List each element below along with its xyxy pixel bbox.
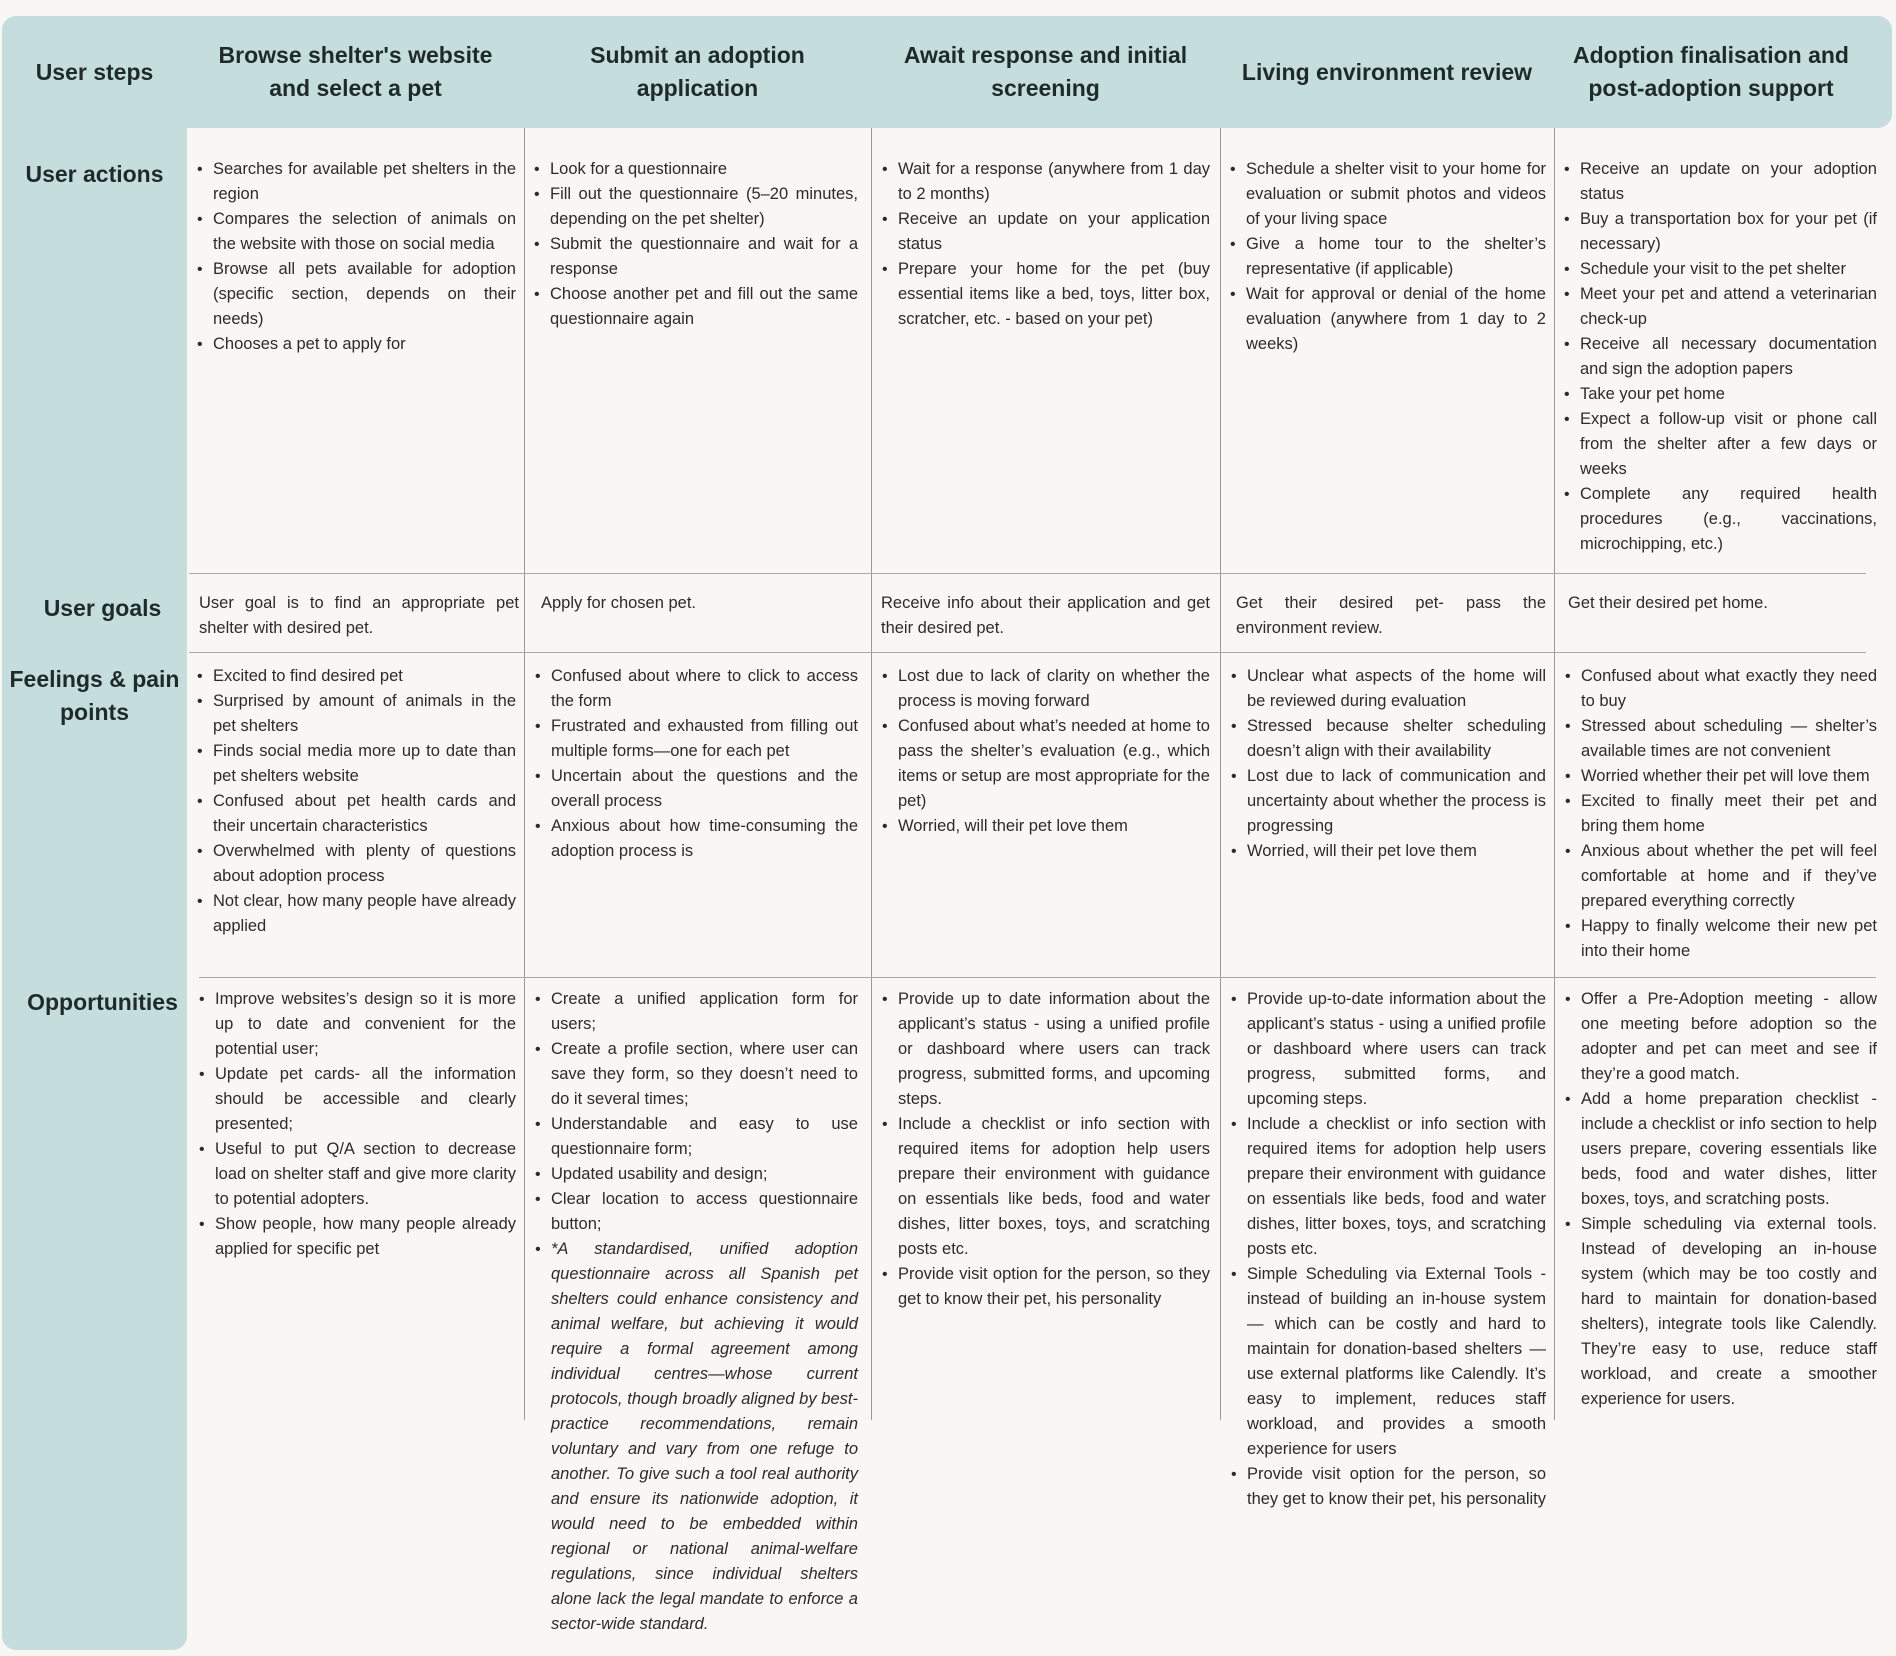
list-item: • Submit the questionnaire and wait for a response xyxy=(534,232,858,282)
actions-cell-2 xyxy=(534,157,858,332)
list-item: • Schedule your visit to the pet shelter xyxy=(1564,257,1877,282)
list-item: • Create a profile section, where user can save they form, so they doesn’t need to do it several times; xyxy=(535,1037,858,1112)
list-item: • Confused about what’s needed at home to pass the shelter’s evaluation (e.g., which items or setup are most appropriate for the pet) xyxy=(882,714,1210,814)
list-item: • Clear location to access questionnaire button; xyxy=(535,1187,858,1237)
actions-cell-1 xyxy=(197,157,516,357)
user-actions-label: User actions xyxy=(25,161,164,187)
list-item: • Give a home tour to the shelter’s representative (if applicable) xyxy=(1230,232,1546,282)
step-header-1: Browse shelter's website and select a pet xyxy=(218,42,493,101)
user-goals-label: User goals xyxy=(43,595,162,621)
feelings-cell-1 xyxy=(197,664,516,939)
list-item: • Searches for available pet shelters in the region xyxy=(197,157,516,207)
list-item: • Include a checklist or info section with required items for adoption help users prepare their environment with guidance on essentials like beds, food and water dishes, litter boxes, toys, and scratching posts etc. xyxy=(882,1112,1210,1262)
list-item: • Wait for a response (anywhere from 1 day to 2 months) xyxy=(882,157,1210,207)
list-item: • Uncertain about the questions and the overall process xyxy=(535,764,858,814)
opportunities-list-2 xyxy=(535,987,858,1637)
list-item: • Update pet cards- all the information should be accessible and clearly presented; xyxy=(199,1062,516,1137)
list-item: • Receive all necessary documentation and sign the adoption papers xyxy=(1564,332,1877,382)
opportunities-label: Opportunities xyxy=(27,989,178,1015)
opportunities-cell-5 xyxy=(1565,987,1877,1412)
opportunities-list-3 xyxy=(882,987,1210,1312)
list-item: • Complete any required health procedures (e.g., vaccinations, microchipping, etc.) xyxy=(1564,482,1877,557)
list-item: • Worried, will their pet love them xyxy=(882,814,1210,839)
list-item: • Useful to put Q/A section to decrease load on shelter staff and give more clarity to potential adopters. xyxy=(199,1137,516,1212)
step-header-2: Submit an adoption application xyxy=(590,42,805,101)
list-item: • Provide visit option for the person, so they get to know their pet, his personality xyxy=(1231,1462,1546,1512)
feelings-cell-4 xyxy=(1231,664,1546,864)
list-item: • Lost due to lack of communication and uncertainty about whether the process is progressing xyxy=(1231,764,1546,839)
row-divider xyxy=(189,573,1866,574)
list-item: • Include a checklist or info section with required items for adoption help users prepare their environment with guidance on essentials like beds, food and water dishes, litter boxes, toys, and scratching posts etc. xyxy=(1231,1112,1546,1262)
list-item: • Look for a questionnaire xyxy=(534,157,858,182)
list-item: • Create a unified application form for users; xyxy=(535,987,858,1037)
goal-cell-2: Apply for chosen pet. xyxy=(541,594,697,612)
list-item: • Updated usability and design; xyxy=(535,1162,858,1187)
list-item: • Chooses a pet to apply for xyxy=(197,332,516,357)
feelings-cell-5 xyxy=(1565,664,1877,964)
list-item: • Surprised by amount of animals in the pet shelters xyxy=(197,689,516,739)
list-item: • Schedule a shelter visit to your home for evaluation or submit photos and videos of your living space xyxy=(1230,157,1546,232)
column-divider xyxy=(1220,128,1221,1420)
actions-list-5 xyxy=(1564,157,1877,557)
list-item: • Overwhelmed with plenty of questions about adoption process xyxy=(197,839,516,889)
list-item: • Provide visit option for the person, so they get to know their pet, his personality xyxy=(882,1262,1210,1312)
goal-cell-1: User goal is to find an appropriate pet shelter with desired pet. xyxy=(199,594,519,637)
list-item: • Lost due to lack of clarity on whether the process is moving forward xyxy=(882,664,1210,714)
list-item: • Meet your pet and attend a veterinarian check-up xyxy=(1564,282,1877,332)
feelings-list-2 xyxy=(535,664,858,864)
list-item: • Compares the selection of animals on the website with those on social media xyxy=(197,207,516,257)
list-item: • Worried whether their pet will love them xyxy=(1565,764,1877,789)
column-divider xyxy=(1554,128,1555,1420)
step-header-4: Living environment review xyxy=(1241,58,1533,85)
feelings-list-1 xyxy=(197,664,516,939)
list-item: • Prepare your home for the pet (buy essential items like a bed, toys, litter box, scratcher, etc. - based on your pet) xyxy=(882,257,1210,332)
list-item: • Add a home preparation checklist - include a checklist or info section to help users prepare, covering essentials like beds, food and water dishes, litter boxes, toys, and scratching posts. xyxy=(1565,1087,1877,1212)
list-item: • Anxious about how time-consuming the adoption process is xyxy=(535,814,858,864)
actions-cell-5 xyxy=(1564,157,1877,557)
column-divider xyxy=(871,128,872,1420)
list-item: • Fill out the questionnaire (5–20 minutes, depending on the pet shelter) xyxy=(534,182,858,232)
goal-cell-3: Receive info about their application and get their desired pet. xyxy=(881,594,1210,637)
list-item: • Offer a Pre-Adoption meeting - allow one meeting before adoption so the adopter and pet can meet and see if they’re a good match. xyxy=(1565,987,1877,1087)
goal-cell-5: Get their desired pet home. xyxy=(1568,594,1768,612)
list-item: • Understandable and easy to use questionnaire form; xyxy=(535,1112,858,1162)
list-item: • Excited to finally meet their pet and bring them home xyxy=(1565,789,1877,839)
opportunities-list-5 xyxy=(1565,987,1877,1412)
list-item: • Not clear, how many people have already applied xyxy=(197,889,516,939)
actions-cell-4 xyxy=(1230,157,1546,357)
list-item: • Finds social media more up to date than pet shelters website xyxy=(197,739,516,789)
list-item: • Improve websites’s design so it is more up to date and convenient for the potential user; xyxy=(199,987,516,1062)
actions-cell-3 xyxy=(882,157,1210,332)
actions-list-3 xyxy=(882,157,1210,332)
list-item: • Provide up-to-date information about the applicant’s status - using a unified profile or dashboard where users can track progress, submitted forms, and upcoming steps. xyxy=(1231,987,1546,1112)
feelings-cell-2 xyxy=(535,664,858,864)
list-item: • Unclear what aspects of the home will be reviewed during evaluation xyxy=(1231,664,1546,714)
list-item: • Stressed about scheduling — shelter’s available times are not convenient xyxy=(1565,714,1877,764)
opportunities-list-4 xyxy=(1231,987,1546,1512)
actions-list-1 xyxy=(197,157,516,357)
list-item: • Anxious about whether the pet will feel comfortable at home and if they’ve prepared everything correctly xyxy=(1565,839,1877,914)
opportunities-cell-2 xyxy=(535,987,858,1637)
list-item: • Expect a follow-up visit or phone call from the shelter after a few days or weeks xyxy=(1564,407,1877,482)
feelings-cell-3 xyxy=(882,664,1210,839)
list-item: • Receive an update on your application status xyxy=(882,207,1210,257)
step-header-5: Adoption finalisation and post-adoption support xyxy=(1573,42,1849,101)
column-divider xyxy=(524,128,525,1420)
feelings-list-4 xyxy=(1231,664,1546,864)
opportunities-list-1 xyxy=(199,987,516,1262)
list-item: • Frustrated and exhausted from filling out multiple forms—one for each pet xyxy=(535,714,858,764)
list-item: • Stressed because shelter scheduling doesn’t align with their availability xyxy=(1231,714,1546,764)
list-item: • Happy to finally welcome their new pet into their home xyxy=(1565,914,1877,964)
row-divider xyxy=(189,652,1866,653)
list-item: • Wait for approval or denial of the home evaluation (anywhere from 1 day to 2 weeks) xyxy=(1230,282,1546,357)
footnote-item: • *A standardised, unified adoption questionnaire across all Spanish pet shelters could enhance consistency and animal welfare, but achieving it would require a formal agreement among individual centres—whose current protocols, though broadly aligned by best-practice recommendations, remain voluntary and vary from one refuge to another. To give such a tool real authority and ensure its nationwide adoption, it would need to be embedded within regional or national animal-welfare regulations, since individual shelters alone lack the legal mandate to enforce a sector-wide standard. xyxy=(535,1237,858,1637)
goal-cell-4: Get their desired pet- pass the environment review. xyxy=(1236,594,1546,637)
list-item: • Buy a transportation box for your pet (if necessary) xyxy=(1564,207,1877,257)
row-label-panel xyxy=(2,16,187,1650)
feelings-list-3 xyxy=(882,664,1210,839)
list-item: • Take your pet home xyxy=(1564,382,1877,407)
step-header-3: Await response and initial screening xyxy=(903,42,1188,101)
list-item: • Confused about where to click to access the form xyxy=(535,664,858,714)
actions-list-4 xyxy=(1230,157,1546,357)
list-item: • Simple scheduling via external tools. Instead of developing an in-house system (which may be too costly and hard to maintain for donation-based shelters), integrate tools like Calendly. They’re easy to use, reduce staff workload, and create a smoother experience for users. xyxy=(1565,1212,1877,1412)
feelings-label: Feelings & pain points xyxy=(9,666,180,725)
list-item: • Choose another pet and fill out the same questionnaire again xyxy=(534,282,858,332)
feelings-list-5 xyxy=(1565,664,1877,964)
row-divider xyxy=(199,977,1876,978)
list-item: • Browse all pets available for adoption (specific section, depends on their needs) xyxy=(197,257,516,332)
list-item: • Receive an update on your adoption status xyxy=(1564,157,1877,207)
list-item: • Confused about pet health cards and their uncertain characteristics xyxy=(197,789,516,839)
opportunities-cell-3 xyxy=(882,987,1210,1312)
list-item: • Worried, will their pet love them xyxy=(1231,839,1546,864)
list-item: • Show people, how many people already applied for specific pet xyxy=(199,1212,516,1262)
actions-list-2 xyxy=(534,157,858,332)
opportunities-cell-1 xyxy=(199,987,516,1262)
user-steps-label: User steps xyxy=(35,58,154,85)
list-item: • Provide up to date information about the applicant’s status - using a unified profile or dashboard where users can track progress, submitted forms, and upcoming steps. xyxy=(882,987,1210,1112)
list-item: • Simple Scheduling via External Tools - instead of building an in-house system — which can be costly and hard to maintain for donation-based shelters — use external platforms like Calendly. It’s easy to implement, reduces staff workload, and provides a smooth experience for users xyxy=(1231,1262,1546,1462)
list-item: • Excited to find desired pet xyxy=(197,664,516,689)
list-item: • Confused about what exactly they need to buy xyxy=(1565,664,1877,714)
opportunities-cell-4 xyxy=(1231,987,1546,1512)
